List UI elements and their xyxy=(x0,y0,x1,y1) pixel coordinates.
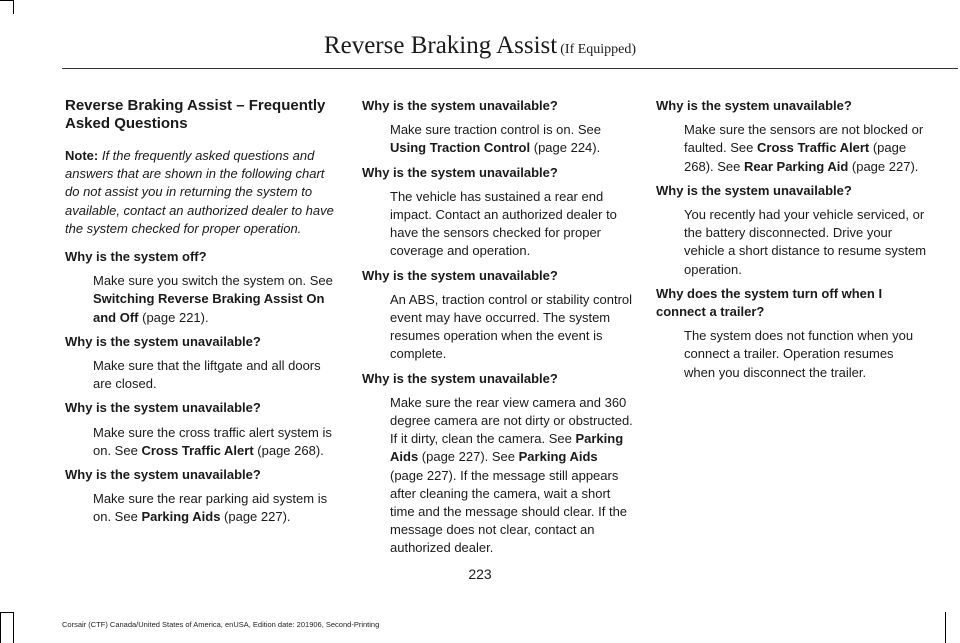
crop-mark xyxy=(13,612,14,643)
answer-text: Make sure the sensors are not blocked or faulted. See xyxy=(684,122,924,156)
answer-text: (page 268). xyxy=(253,442,324,458)
answer-text: An ABS, traction control or stability control event may have occurred. The system resumes operation when the event is complete. xyxy=(390,291,633,362)
faq-answer xyxy=(65,357,340,393)
note xyxy=(65,147,340,238)
answer-text: Make sure the rear view camera and 360 degree camera are not dirty or obstructed. If it dirty, clean the camera. See xyxy=(390,394,633,447)
faq-answer xyxy=(65,272,340,327)
column-1 xyxy=(65,97,340,533)
answer-text: You recently had your vehicle serviced, or the battery disconnected. Drive your vehicle a short distance to resume system operation. xyxy=(684,207,927,277)
faq-question: Why is the system unavailable? xyxy=(65,467,261,483)
answer-text: (page 227). If the message still appears after cleaning the camera, wait a short time and the message should clear. If the message does not clear, contact an authorized dealer. xyxy=(390,467,628,556)
cross-reference: Switching Reverse Braking Assist On and Off xyxy=(93,291,325,325)
header-rule xyxy=(62,68,958,69)
answer-text: (page 227). xyxy=(220,509,291,525)
faq-question: Why is the system unavailable? xyxy=(362,370,558,386)
answer-text: The system does not function when you connect a trailer. Operation resumes when you disconnect the trailer. xyxy=(684,328,914,380)
faq-answer xyxy=(656,327,928,382)
faq-question: Why is the system unavailable? xyxy=(362,98,558,113)
faq-answer xyxy=(656,206,928,279)
note-text: If the frequently asked questions and answers that are shown in the following chart do not assist you in returning the system to available, contact an authorized dealer to have the system checked for proper operation. xyxy=(65,148,334,236)
cross-reference: Parking Aids xyxy=(518,449,598,465)
faq-question: Why is the system unavailable? xyxy=(362,164,558,180)
answer-text: Make sure traction control is on. See xyxy=(390,122,601,138)
crop-mark xyxy=(13,0,14,14)
column-2 xyxy=(362,97,634,564)
crop-mark xyxy=(0,612,14,613)
faq-answer xyxy=(656,121,928,176)
faq-answer xyxy=(362,394,634,558)
cross-reference: Rear Parking Aid xyxy=(744,158,849,174)
answer-text: The vehicle has sustained a rear end impact. Contact an authorized dealer to have the sensors checked for proper coverage and operation. xyxy=(390,188,617,259)
faq-answer xyxy=(65,424,340,460)
answer-text: Make sure that the liftgate and all doors are closed. xyxy=(93,358,321,392)
edition-footer: Corsair (CTF) Canada/United States of America, enUSA, Edition date: 201906, Second-Printing xyxy=(62,620,380,629)
faq-question: Why is the system unavailable? xyxy=(362,267,558,283)
faq-question: Why does the system turn off when I connect a trailer? xyxy=(656,285,883,320)
answer-text: Make sure the rear parking aid system is on. See xyxy=(93,491,328,525)
page-number: 223 xyxy=(468,566,492,582)
answer-text: (page 227). See xyxy=(418,449,519,465)
answer-text: Make sure the cross traffic alert system is on. See xyxy=(93,424,332,458)
header-subtitle: (If Equipped) xyxy=(560,42,637,57)
note-label: Note: xyxy=(65,148,99,163)
cross-reference: Using Traction Control xyxy=(390,140,531,156)
column-3 xyxy=(656,97,928,388)
faq-question: Why is the system unavailable? xyxy=(65,333,261,349)
cross-reference: Cross Traffic Alert xyxy=(757,140,870,156)
faq-answer xyxy=(65,490,340,526)
faq-answer xyxy=(362,121,634,157)
crop-mark xyxy=(945,612,946,643)
faq-question: Why is the system unavailable? xyxy=(656,182,852,198)
answer-text: (page 221). xyxy=(138,309,209,325)
page-header xyxy=(0,32,960,60)
answer-text: (page 227). xyxy=(848,158,919,174)
faq-group xyxy=(656,97,928,382)
answer-text: (page 224). xyxy=(530,140,601,156)
faq-answer xyxy=(362,188,634,261)
faq-answer xyxy=(362,291,634,364)
answer-text: (page 268). See xyxy=(684,140,907,174)
crop-mark xyxy=(0,612,1,643)
section-heading: Reverse Braking Assist – Frequently Asked Questions xyxy=(65,97,326,132)
cross-reference: Parking Aids xyxy=(141,509,221,525)
faq-question: Why is the system unavailable? xyxy=(65,400,261,416)
answer-text: Make sure you switch the system on. See xyxy=(93,273,333,289)
header-title: Reverse Braking Assist xyxy=(323,32,558,59)
crop-mark xyxy=(0,0,14,1)
faq-question: Why is the system off? xyxy=(65,249,207,265)
cross-reference: Parking Aids xyxy=(390,431,624,465)
faq-question: Why is the system unavailable? xyxy=(656,98,852,113)
faq-group xyxy=(362,97,634,558)
faq-group xyxy=(65,248,340,527)
cross-reference: Cross Traffic Alert xyxy=(141,442,254,458)
